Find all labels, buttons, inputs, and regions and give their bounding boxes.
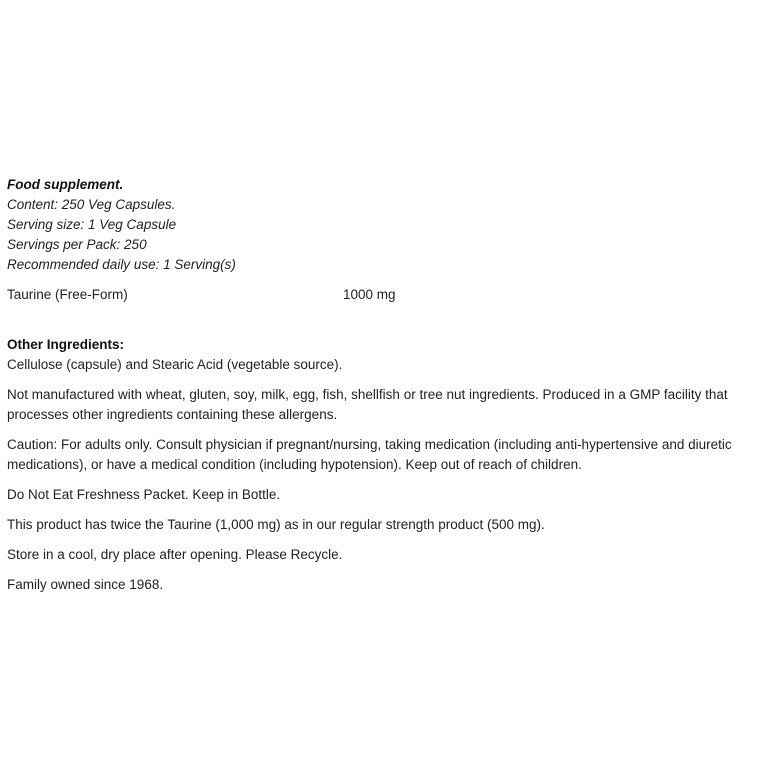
servings-per-pack-line: Servings per Pack: 250 xyxy=(7,237,147,252)
recommended-use-line: Recommended daily use: 1 Serving(s) xyxy=(7,257,236,272)
other-ingredients-text: Cellulose (capsule) and Stearic Acid (vegetable source). xyxy=(7,357,343,372)
strength-statement: This product has twice the Taurine (1,000 mg) as in our regular strength product (500 mg). xyxy=(7,517,545,532)
nutrient-row xyxy=(7,285,769,305)
nutrient-amount: 1000 mg xyxy=(343,287,396,302)
storage-statement: Store in a cool, dry place after opening. Please Recycle. xyxy=(7,547,343,562)
allergen-statement: Not manufactured with wheat, gluten, soy, milk, egg, fish, shellfish or tree nut ingredients. Produced in a GMP facility that processes other ingredients containing these allergens. xyxy=(7,387,728,422)
other-ingredients-heading: Other Ingredients: xyxy=(7,337,125,352)
content-line: Content: 250 Veg Capsules. xyxy=(7,197,176,212)
nutrient-name: Taurine (Free-Form) xyxy=(7,287,128,302)
caution-statement: Caution: For adults only. Consult physician if pregnant/nursing, taking medication (including anti-hypertensive and diuretic medications), or have a medical condition (including hypotension). Keep out of reach of children. xyxy=(7,437,732,472)
label-title: Food supplement. xyxy=(7,177,124,192)
serving-size-line: Serving size: 1 Veg Capsule xyxy=(7,217,177,232)
freshness-statement: Do Not Eat Freshness Packet. Keep in Bottle. xyxy=(7,487,281,502)
family-statement: Family owned since 1968. xyxy=(7,577,164,592)
product-label xyxy=(7,175,769,595)
